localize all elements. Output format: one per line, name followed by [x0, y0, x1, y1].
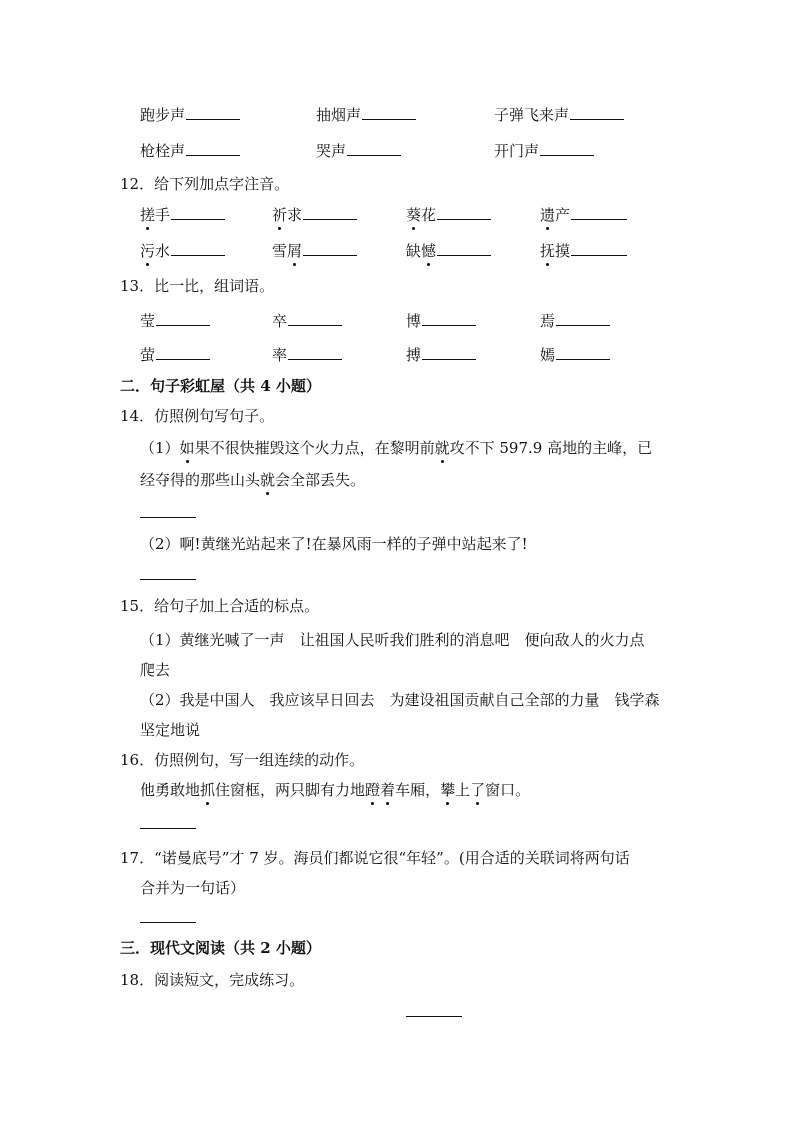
- fill-item: [140, 104, 240, 125]
- example-sentence-line: [140, 780, 530, 800]
- punctuation-sentence-line: 坚定地说: [140, 721, 201, 739]
- word-label: 枪栓声: [140, 142, 186, 160]
- word-label: 跑步声: [140, 106, 186, 124]
- dotted-char: 遗: [540, 206, 556, 224]
- sentence-text: 经夺得的那些山头: [140, 471, 261, 489]
- word-label: 哭声: [316, 142, 347, 160]
- punctuation-sentence-line: 爬去: [140, 661, 171, 679]
- char: 缺: [406, 242, 422, 260]
- question-13-title: 13．比一比，组词语。: [120, 277, 275, 295]
- answer-blank[interactable]: [140, 517, 196, 518]
- dotted-char: 葵: [406, 206, 422, 224]
- dotted-char: 屑: [287, 242, 303, 260]
- punctuation-sentence-line: （1）黄继光喊了一声 让祖国人民听我们胜利的消息吧 便向敌人的火力点: [140, 631, 645, 649]
- sentence-text: 会全部丢失。: [275, 471, 366, 489]
- char: 博: [406, 312, 422, 330]
- pinyin-item: [140, 240, 225, 261]
- sentence-text: （1）: [140, 439, 180, 457]
- char: 花: [421, 206, 437, 224]
- answer-blank[interactable]: [156, 344, 210, 360]
- question-16-title: 16．仿照例句，写一组连续的动作。: [120, 751, 365, 769]
- word-label: 抽烟声: [316, 106, 362, 124]
- char: 雪: [272, 242, 288, 260]
- answer-blank[interactable]: [347, 140, 401, 156]
- answer-blank[interactable]: [186, 140, 240, 156]
- pinyin-item: [540, 204, 627, 225]
- pinyin-item: [272, 240, 357, 261]
- dotted-char: 抓: [200, 781, 216, 799]
- sentence-text: 住窗框，两只脚有力地: [215, 781, 366, 799]
- answer-blank[interactable]: [556, 344, 610, 360]
- answer-blank[interactable]: [303, 240, 357, 256]
- sentence-text: 他勇敢地: [140, 781, 201, 799]
- punctuation-sentence-line: （2）我是中国人 我应该早日回去 为建设祖国贡献自己全部的力量 钱学森: [140, 691, 660, 709]
- char: 求: [287, 206, 303, 224]
- pinyin-item: [406, 240, 491, 261]
- answer-blank[interactable]: [362, 104, 416, 120]
- question-17-text: 合并为一句话）: [140, 879, 246, 897]
- compare-item: [140, 310, 210, 331]
- pinyin-item: [540, 240, 627, 261]
- answer-blank[interactable]: [156, 310, 210, 326]
- word-label: 开门声: [494, 142, 540, 160]
- question-15-title: 15．给句子加上合适的标点。: [120, 597, 320, 615]
- answer-blank[interactable]: [437, 240, 491, 256]
- char: 卒: [272, 312, 288, 330]
- question-18-title: 18．阅读短文，完成练习。: [120, 971, 305, 989]
- answer-blank[interactable]: [140, 579, 196, 580]
- compare-item: [406, 344, 476, 365]
- char: 摸: [555, 242, 571, 260]
- dotted-char: 搓: [140, 206, 156, 224]
- answer-blank[interactable]: [422, 310, 476, 326]
- answer-blank[interactable]: [288, 344, 342, 360]
- fill-item: [494, 104, 624, 125]
- question-12-title: 12．给下列加点字注音。: [120, 175, 290, 193]
- answer-blank[interactable]: [540, 140, 594, 156]
- char: 嫣: [540, 346, 556, 364]
- answer-blank[interactable]: [422, 344, 476, 360]
- dotted-char: 就: [434, 439, 450, 457]
- sentence-text: 果不很快摧毁这个火力点，在黎明前: [194, 439, 435, 457]
- answer-blank[interactable]: [571, 240, 627, 256]
- example-sentence-line: [140, 438, 652, 458]
- example-sentence-line: （2）啊!黄继光站起来了!在暴风雨一样的子弹中站起来了!: [140, 535, 528, 553]
- char: 率: [272, 346, 288, 364]
- dotted-char: 祈: [272, 206, 288, 224]
- sentence-text: 上: [455, 781, 471, 799]
- answer-blank[interactable]: [140, 828, 196, 829]
- dotted-char: 污: [140, 242, 156, 260]
- question-17-text: 17．“诺曼底号”才 7 岁。海员们都说它很“年轻”。(用合适的关联词将两句话: [120, 849, 630, 867]
- char: 莹: [140, 312, 156, 330]
- char: 手: [155, 206, 171, 224]
- sentence-text: 车厢，: [395, 781, 441, 799]
- answer-blank[interactable]: [303, 204, 357, 220]
- sentence-text: 窗口。: [485, 781, 531, 799]
- char: 产: [555, 206, 571, 224]
- dotted-char: 就: [260, 471, 276, 489]
- dotted-char: 攀: [440, 781, 456, 799]
- answer-blank[interactable]: [140, 922, 196, 923]
- fill-item: [140, 140, 240, 161]
- answer-blank[interactable]: [171, 204, 225, 220]
- compare-item: [272, 344, 342, 365]
- example-sentence-line: [140, 470, 365, 490]
- answer-blank[interactable]: [437, 204, 491, 220]
- compare-item: [540, 310, 610, 331]
- compare-item: [406, 310, 476, 331]
- pinyin-item: [272, 204, 357, 225]
- fill-item: [316, 104, 416, 125]
- compare-item: [140, 344, 210, 365]
- pinyin-item: [140, 204, 225, 225]
- dotted-char: 憾: [421, 242, 437, 260]
- compare-item: [540, 344, 610, 365]
- answer-blank[interactable]: [171, 240, 225, 256]
- answer-blank[interactable]: [571, 204, 627, 220]
- fill-item: [494, 140, 594, 161]
- answer-blank[interactable]: [186, 104, 240, 120]
- char: 搏: [406, 346, 422, 364]
- char: 水: [155, 242, 171, 260]
- question-14-title: 14．仿照例句写句子。: [120, 407, 275, 425]
- answer-blank[interactable]: [288, 310, 342, 326]
- answer-blank[interactable]: [570, 104, 624, 120]
- dotted-char: 蹬: [365, 781, 381, 799]
- sentence-text: 攻不下 597.9 高地的主峰，已: [449, 439, 653, 457]
- dotted-char: 抚: [540, 242, 556, 260]
- dotted-char: 如: [179, 439, 195, 457]
- compare-item: [272, 310, 342, 331]
- pinyin-item: [406, 204, 491, 225]
- section-heading: 三．现代文阅读（共 2 小题）: [120, 939, 321, 957]
- passage-title-blank[interactable]: [406, 1016, 462, 1017]
- dotted-char: 着: [380, 781, 396, 799]
- section-heading: 二．句子彩虹屋（共 4 小题）: [120, 377, 321, 395]
- dotted-char: 了: [470, 781, 486, 799]
- fill-item: [316, 140, 401, 161]
- char: 萤: [140, 346, 156, 364]
- answer-blank[interactable]: [556, 310, 610, 326]
- word-label: 子弹飞来声: [494, 106, 570, 124]
- char: 焉: [540, 312, 556, 330]
